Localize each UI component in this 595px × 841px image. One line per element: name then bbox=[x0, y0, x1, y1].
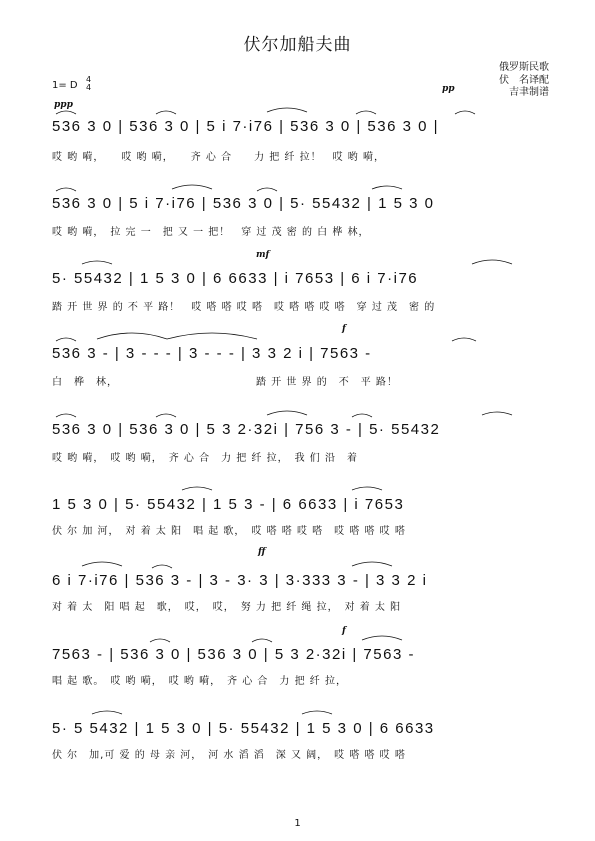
meter-top: 4 bbox=[86, 75, 92, 84]
dynamic-pp: pp bbox=[442, 84, 455, 94]
jianpu-notes: 536 3 0 | 5 i 7·i76 | 536 3 0 | 5· 55432 | 1 5 3 0 bbox=[52, 195, 435, 212]
meter-bottom: 4 bbox=[86, 83, 92, 92]
lyric-line: 哎 哟 嗬， 哎 哟 嗬， 齐 心 合 力 把 纤 拉， 我 们 沿 着 bbox=[52, 453, 358, 464]
lyric-line: 唱 起 歌。 哎 哟 嗬， 哎 哟 嗬， 齐 心 合 力 把 纤 拉， bbox=[52, 676, 347, 687]
dynamic-f-2: f bbox=[342, 626, 346, 636]
lyric-line: 对 着 太 阳 唱 起 歌， 哎， 哎， 努 力 把 纤 绳 拉， 对 着 太 阳 bbox=[52, 602, 402, 613]
page-number: 1 bbox=[294, 818, 301, 829]
jianpu-notes: 1 5 3 0 | 5· 55432 | 1 5 3 - | 6 6633 | i 7653 bbox=[52, 496, 405, 513]
jianpu-notes: 536 3 0 | 536 3 0 | 5 i 7·i76 | 536 3 0 | 536 3 0 | bbox=[52, 118, 440, 135]
lyric-line: 哎 哟 嗬， 拉 完 一 把 又 一 把！ 穿 过 茂 密 的 白 桦 林， bbox=[52, 227, 370, 238]
song-title: 伏尔加船夫曲 bbox=[243, 35, 352, 55]
credits-block bbox=[499, 62, 549, 100]
dynamic-mf: mf bbox=[256, 250, 270, 260]
key-signature: 1= D bbox=[52, 80, 78, 91]
credit-transcriber: 吉聿制谱 bbox=[509, 87, 549, 98]
credit-origin: 俄罗斯民歌 bbox=[499, 62, 549, 73]
jianpu-notes: 536 3 0 | 536 3 0 | 5 3 2·32i | 756 3 - | 5· 55432 bbox=[52, 421, 441, 438]
dynamic-f-1: f bbox=[342, 324, 346, 334]
lyric-line: 白 桦 林， 踏 开 世 界 的 不 平 路！ bbox=[52, 377, 398, 388]
jianpu-notes: 7563 - | 536 3 0 | 536 3 0 | 5 3 2·32i | 7563 - bbox=[52, 646, 415, 663]
time-signature bbox=[86, 76, 91, 92]
jianpu-notes: 6 i 7·i76 | 536 3 - | 3 - 3· 3 | 3·333 3 - | 3 3 2 i bbox=[52, 572, 428, 589]
dynamic-ppp: ppp bbox=[54, 100, 73, 110]
lyric-line: 踏 开 世 界 的 不 平 路！ 哎 嗒 嗒 哎 嗒 哎 嗒 嗒 哎 嗒 穿 过 茂 密 的 bbox=[52, 302, 436, 313]
lyric-line: 伏 尔 加,可 爱 的 母 亲 河， 河 水 滔 滔 深 又 阔， 哎 嗒 嗒 哎 嗒 bbox=[52, 750, 406, 761]
credit-translator: 伏 名译配 bbox=[499, 74, 549, 86]
lyric-line: 哎 哟 嗬， 哎 哟 嗬， 齐 心 合 力 把 纤 拉！ 哎 哟 嗬， bbox=[52, 152, 385, 163]
lyric-line: 伏 尔 加 河， 对 着 太 阳 唱 起 歌， 哎 嗒 嗒 哎 嗒 哎 嗒 嗒 哎 嗒 bbox=[52, 526, 406, 537]
jianpu-notes: 5· 5 5432 | 1 5 3 0 | 5· 55432 | 1 5 3 0 | 6 6633 bbox=[52, 720, 435, 737]
jianpu-notes: 536 3 - | 3 - - - | 3 - - - | 3 3 2 i | 7563 - bbox=[52, 345, 372, 362]
dynamic-ff: ff bbox=[258, 547, 266, 557]
jianpu-notes: 5· 55432 | 1 5 3 0 | 6 6633 | i 7653 | 6 i 7·i76 bbox=[52, 270, 419, 287]
